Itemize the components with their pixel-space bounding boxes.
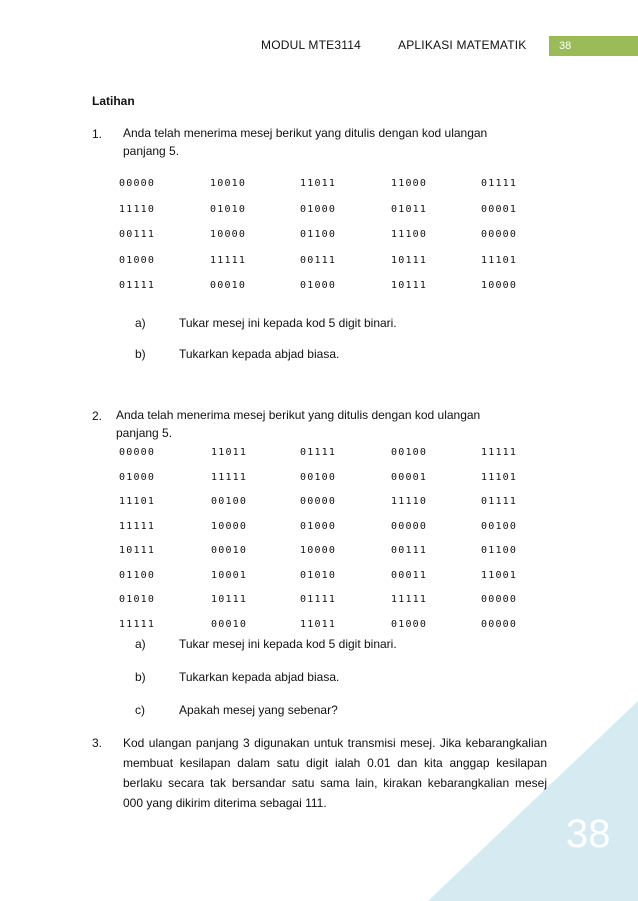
q1-code-cell: 10000 (481, 280, 518, 291)
q1-code-cell: 10000 (210, 229, 247, 240)
q2-code-cell: 01000 (391, 618, 428, 630)
q1-code-cell: 11111 (210, 254, 247, 266)
section-title: Latihan (92, 94, 135, 108)
q2-code-cell: 01010 (119, 594, 156, 605)
q2-code-cell: 10000 (211, 520, 248, 532)
q2-code-cell: 01000 (300, 520, 337, 532)
q2-code-cell: 11011 (300, 618, 337, 630)
q2-code-cell: 00000 (481, 594, 518, 605)
q2-code-cell: 00100 (481, 520, 518, 532)
q3-number: 3. (92, 736, 103, 750)
q2-code-cell: 11111 (211, 471, 248, 483)
q2-code-cell: 11011 (211, 447, 248, 458)
q1-code-cell: 01011 (391, 203, 428, 215)
q1-code-cell: 00000 (481, 229, 518, 240)
q1-code-cell: 01000 (119, 254, 156, 266)
q1-code-cell: 01100 (300, 229, 337, 240)
q2-code-cell: 10001 (211, 569, 248, 581)
q2-part-c-text: Apakah mesej yang sebenar? (179, 703, 338, 717)
q2-part-b-label: b) (135, 670, 146, 684)
q2-code-cell: 10111 (211, 594, 248, 605)
q1-text (123, 124, 487, 160)
q2-code-cell: 11111 (391, 594, 428, 605)
q2-part-c-label: c) (135, 703, 145, 717)
q2-part-a-label: a) (135, 637, 146, 651)
q1-code-cell: 11000 (391, 178, 428, 189)
q1-text-line2: panjang 5. (123, 144, 180, 158)
q2-code-cell: 00010 (211, 545, 248, 556)
q1-code-cell: 01000 (300, 280, 337, 291)
page-number: 38 (566, 812, 611, 856)
q2-code-cell: 11111 (119, 618, 156, 630)
q2-number: 2. (92, 409, 103, 423)
q1-code-cell: 11101 (481, 254, 518, 266)
q1-part-b-text: Tukarkan kepada abjad biasa. (179, 347, 340, 361)
q2-code-cell: 00111 (391, 545, 428, 556)
q2-code-cell: 00100 (391, 447, 428, 458)
q1-code-cell: 00111 (300, 254, 337, 266)
q1-part-b-label: b) (135, 347, 146, 361)
q2-part-a-text: Tukar mesej ini kepada kod 5 digit binari. (179, 637, 397, 651)
q2-text (116, 406, 480, 442)
q2-code-cell: 00001 (391, 471, 428, 483)
q2-code-cell: 11111 (119, 520, 156, 532)
header-page-badge: 38 (549, 36, 638, 56)
q2-code-cell: 10111 (119, 545, 156, 556)
q1-code-cell: 01111 (481, 178, 518, 189)
q2-text-line2: panjang 5. (116, 426, 173, 440)
q2-code-cell: 00000 (300, 496, 337, 507)
q2-code-cell: 11101 (481, 471, 518, 483)
q2-code-cell: 01111 (481, 496, 518, 507)
q1-code-cell: 01000 (300, 203, 337, 215)
page-header (0, 36, 638, 56)
q2-code-cell: 01010 (300, 569, 337, 581)
q1-text-line1: Anda telah menerima mesej berikut yang ditulis dengan kod ulangan (123, 126, 488, 140)
q1-code-cell: 01010 (210, 203, 247, 215)
q2-code-cell: 01100 (119, 569, 156, 581)
q1-code-cell: 10111 (391, 280, 428, 291)
q2-code-cell: 11110 (391, 496, 428, 507)
q2-code-cell: 01000 (119, 471, 156, 483)
q2-part-b-text: Tukarkan kepada abjad biasa. (179, 670, 340, 684)
q1-part-a-label: a) (135, 316, 146, 330)
q1-code-cell: 00001 (481, 203, 518, 215)
q2-code-cell: 00010 (211, 618, 248, 630)
q2-code-cell: 00000 (481, 618, 518, 630)
header-module: MODUL MTE3114 (261, 38, 361, 52)
q2-code-cell: 01111 (300, 447, 337, 458)
q2-code-cell: 11111 (481, 447, 518, 458)
q1-part-a-text: Tukar mesej ini kepada kod 5 digit binari. (179, 316, 397, 330)
q2-code-cell: 00000 (391, 520, 428, 532)
q1-code-cell: 10010 (210, 178, 247, 189)
q2-code-cell: 00000 (119, 447, 156, 458)
q3-text: Kod ulangan panjang 3 digunakan untuk transmisi mesej. Jika kebarangkalian membuat kesilapan dalam satu digit ialah 0.01 dan kita anggap kesilapan berlaku secara tak bersandar satu sama lain, kirakan kebarangkalian mesej 000 yang dikirim diterima sebagai 111. (123, 736, 547, 810)
header-subject: APLIKASI MATEMATIK (398, 38, 527, 52)
q1-code-cell: 11100 (391, 229, 428, 240)
q1-code-cell: 00000 (119, 178, 156, 189)
q2-code-cell: 11101 (119, 496, 156, 507)
q1-code-cell: 01111 (119, 280, 156, 291)
q1-code-cell: 00010 (210, 280, 247, 291)
q2-code-cell: 00011 (391, 569, 428, 581)
q2-code-cell: 11001 (481, 569, 518, 581)
q1-code-cell: 11011 (300, 178, 337, 189)
q1-code-cell: 11110 (119, 203, 156, 215)
q2-code-cell: 00100 (300, 471, 337, 483)
q1-number: 1. (92, 127, 103, 141)
q2-code-cell: 01111 (300, 594, 337, 605)
q2-text-line1: Anda telah menerima mesej berikut yang ditulis dengan kod ulangan (116, 408, 481, 422)
q2-code-cell: 00100 (211, 496, 248, 507)
q2-code-cell: 01100 (481, 545, 518, 556)
q1-code-cell: 10111 (391, 254, 428, 266)
q2-code-cell: 10000 (300, 545, 337, 556)
q1-code-cell: 00111 (119, 229, 156, 240)
